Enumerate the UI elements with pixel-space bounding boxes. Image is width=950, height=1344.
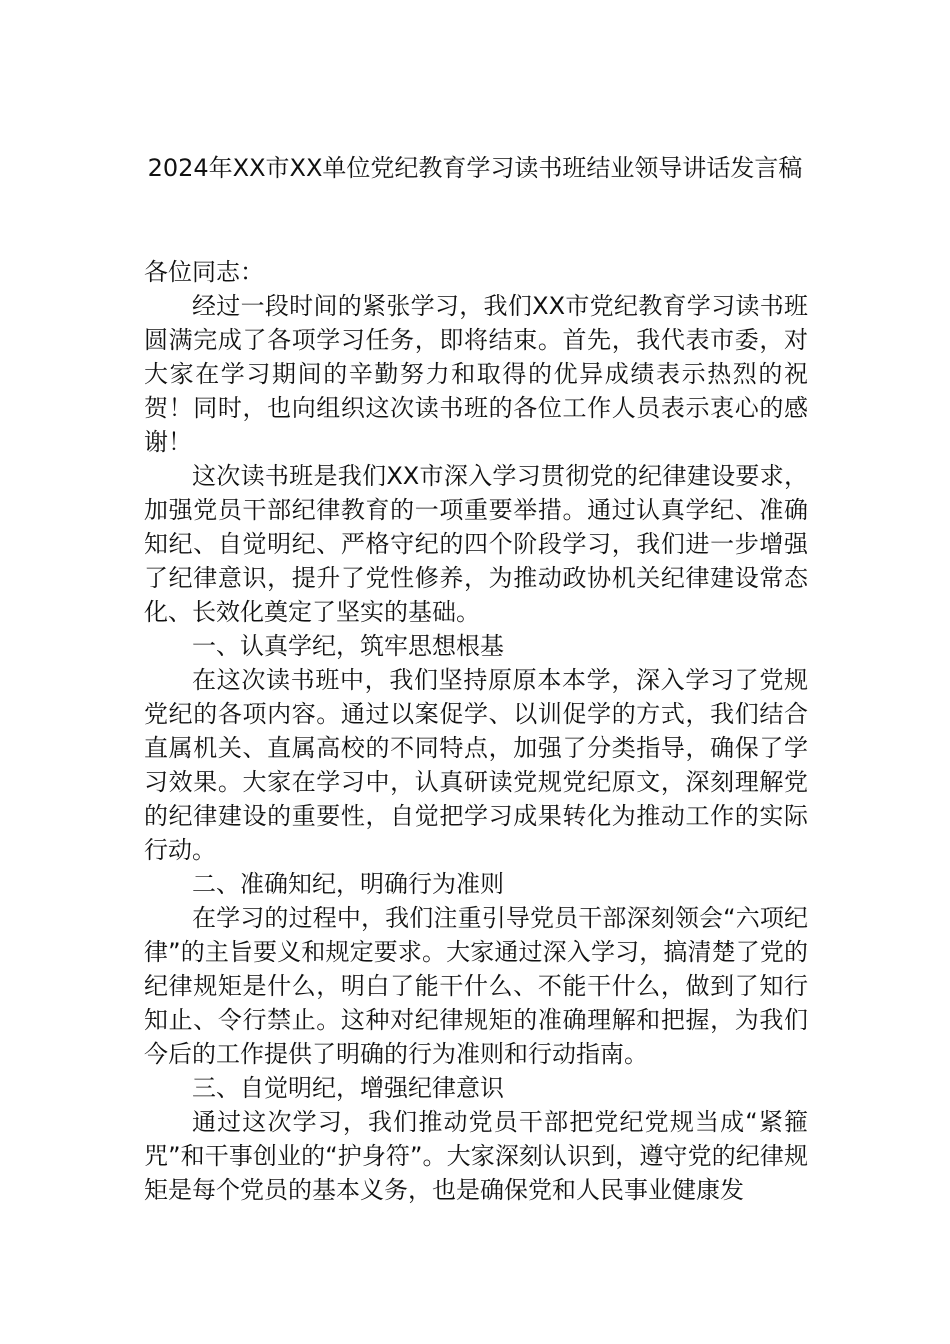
document-title: 2024年XX市XX单位党纪教育学习读书班结业领导讲话发言稿 [147, 154, 803, 182]
section-heading-2: 二、准确知纪，明确行为准则 [192, 870, 504, 898]
section-heading-1: 一、认真学纪，筑牢思想根基 [192, 632, 504, 660]
paragraph-section-3: 通过这次学习，我们推动党员干部把党纪党规当成“紧箍咒”和干事创业的“护身符”。大家深刻认识到，遵守党的纪律规矩是每个党员的基本义务，也是确保党和人民事业健康发 [144, 1108, 808, 1204]
paragraph-opening: 经过一段时间的紧张学习，我们XX市党纪教育学习读书班圆满完成了各项学习任务，即将结束。首先，我代表市委，对大家在学习期间的辛勤努力和取得的优异成绩表示热烈的祝贺！同时，也向组织这次读书班的各位工作人员表示衷心的感谢！ [144, 292, 808, 456]
salutation: 各位同志： [144, 258, 264, 286]
paragraph-section-2: 在学习的过程中，我们注重引导党员干部深刻领会“六项纪律”的主旨要义和规定要求。大家通过深入学习，搞清楚了党的纪律规矩是什么，明白了能干什么、不能干什么，做到了知行知止、令行禁止。这种对纪律规矩的准确理解和把握，为我们今后的工作提供了明确的行为准则和行动指南。 [144, 904, 808, 1068]
paragraph-section-1: 在这次读书班中，我们坚持原原本本学，深入学习了党规党纪的各项内容。通过以案促学、以训促学的方式，我们结合直属机关、直属高校的不同特点，加强了分类指导，确保了学习效果。大家在学习中，认真研读党规党纪原文，深刻理解党的纪律建设的重要性，自觉把学习成果转化为推动工作的实际行动。 [144, 666, 808, 864]
paragraph-overview: 这次读书班是我们XX市深入学习贯彻党的纪律建设要求，加强党员干部纪律教育的一项重要举措。通过认真学纪、准确知纪、自觉明纪、严格守纪的四个阶段学习，我们进一步增强了纪律意识，提升了党性修养，为推动政协机关纪律建设常态化、长效化奠定了坚实的基础。 [144, 462, 808, 626]
section-heading-3: 三、自觉明纪，增强纪律意识 [192, 1074, 504, 1102]
document-body [144, 255, 808, 1207]
